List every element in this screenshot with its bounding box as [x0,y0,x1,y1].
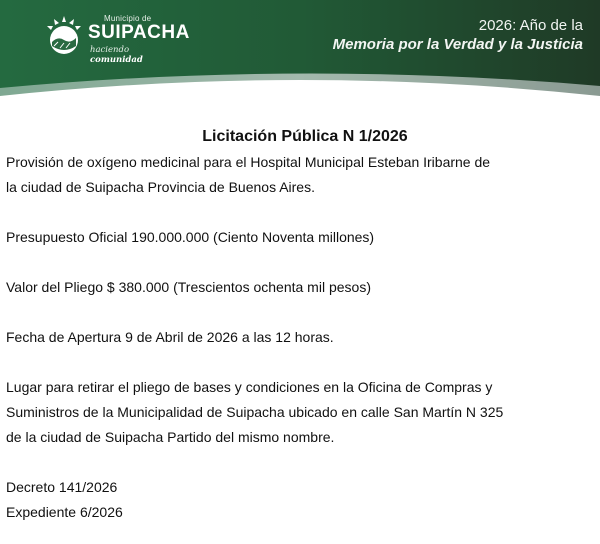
pickup-location-line-3: de la ciudad de Suipacha Partido del mismo nombre. [6,429,335,445]
year-motto-line2: Memoria por la Verdad y la Justicia [332,36,583,53]
header-banner [0,0,600,100]
motto-part2: comunidad [90,55,143,65]
municipality-name: SUIPACHA [88,22,190,43]
description-line-1: Provisión de oxígeno medicinal para el Hospital Municipal Esteban Iribarne de [6,154,491,170]
year-motto-line1: 2026: Año de la [478,17,583,34]
opening-date: Fecha de Apertura 9 de Abril de 2026 a las 12 horas. [6,329,334,345]
specs-price: Valor del Pliego $ 380.000 (Trescientos ochenta mil pesos) [6,279,371,295]
pickup-location-line-2: Suministros de la Municipalidad de Suipacha ubicado en calle San Martín N 325 [6,404,504,420]
sun-emblem-icon [44,16,84,56]
description-line-2: la ciudad de Suipacha Provincia de Buenos Aires. [6,179,315,195]
document-title: Licitación Pública N 1/2026 [202,128,408,145]
municipality-motto [90,45,184,65]
municipality-label: Municipio de [104,14,152,23]
year-motto [333,17,583,53]
motto-part1: haciendo [90,45,130,55]
decree-number: Decreto 141/2026 [6,479,118,495]
municipality-logo [44,14,190,65]
pickup-location-line-1: Lugar para retirar el pliego de bases y condiciones en la Oficina de Compras y [6,379,493,395]
document-body [6,128,596,525]
file-number: Expediente 6/2026 [6,504,123,520]
official-budget: Presupuesto Oficial 190.000.000 (Ciento Noventa millones) [6,229,375,245]
